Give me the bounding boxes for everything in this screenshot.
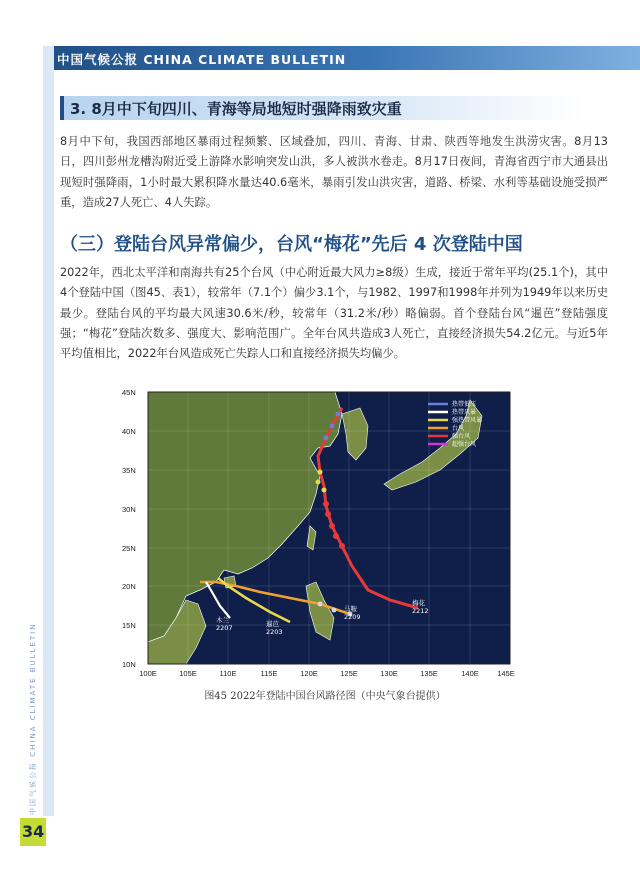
page-number: 34 [22, 822, 45, 841]
lon-label: 100E [139, 669, 157, 678]
section-heading-box [60, 96, 584, 120]
storm-id-muifa: 2212 [412, 607, 429, 615]
storm-name-ma-on: 马鞍 [344, 605, 357, 613]
left-margin-strip [43, 46, 54, 816]
lat-label: 10N [122, 660, 136, 669]
vertical-side-title: 中国气候公报 CHINA CLIMATE BULLETIN [29, 622, 37, 815]
legend-label: 强热带风暴 [452, 417, 483, 424]
lon-label: 145E [497, 669, 515, 678]
subsection-heading: （三）登陆台风异常偏少，台风“梅花”先后 4 次登陆中国 [60, 234, 523, 255]
lon-label: 120E [300, 669, 318, 678]
lon-label: 135E [420, 669, 438, 678]
legend-label: 台风 [452, 425, 465, 432]
lat-label: 20N [122, 582, 136, 591]
legend-label: 热带风暴 [452, 409, 477, 416]
lon-label: 110E [219, 669, 237, 678]
legend-label: 强台风 [452, 433, 471, 440]
storm-id-ma-on: 2209 [344, 613, 361, 621]
storm-id-mulan: 2207 [216, 624, 233, 632]
lon-label: 105E [179, 669, 197, 678]
storm-id-chaba: 2203 [266, 628, 283, 636]
legend-label: 超强台风 [452, 441, 477, 448]
lon-label: 115E [260, 669, 278, 678]
figure-caption: 图45 2022年登陆中国台风路径图（中央气象台提供） [204, 691, 446, 702]
lat-label: 25N [122, 544, 136, 553]
lat-label: 35N [122, 466, 136, 475]
typhoon-track-map [120, 386, 522, 682]
subsection-paragraph: 2022年，西北太平洋和南海共有25个台风（中心附近最大风力≥8级）生成，接近于常年平均(25.1个)，其中4个登陆中国（图45、表1），较常年（7.1个）偏少3.1个，与1982、1997和1998年并列为1949年以来历史最少。登陆台风的平均最大风速30.6米/秒，较常年（31.2米/秒）略偏弱。首个登陆台风“暹芭”登陆强度强；“梅花”登陆次数多、强度大、影响范围广。全年台风共造成3人死亡，直接经济损失54.2亿元。与近5年平均值相比，2022年台风造成死亡失踪人口和直接经济损失均偏少。 [60, 266, 608, 361]
storm-name-mulan: 木兰 [216, 616, 229, 624]
header-bar [43, 46, 640, 70]
storm-name-chaba: 暹芭 [266, 620, 279, 628]
section-heading: 3. 8月中下旬四川、青海等局地短时强降雨致灾重 [70, 100, 402, 118]
lat-label: 30N [122, 505, 136, 514]
lat-label: 45N [122, 388, 136, 397]
lon-label: 125E [340, 669, 358, 678]
section-paragraph: 8月中下旬，我国西部地区暴雨过程频繁、区域叠加，四川、青海、甘肃、陕西等地发生洪涝灾害。8月13日，四川彭州龙槽沟附近受上游降水影响突发山洪，多人被洪水卷走。8月17日夜间，青海省西宁市大通县出现短时强降雨，1小时最大累积降水量达40.6毫米，暴雨引发山洪灾害，道路、桥梁、水利等基础设施受损严重，造成27人死亡、4人失踪。 [60, 135, 608, 209]
storm-name-muifa: 梅花 [412, 599, 425, 607]
lon-axis-labels [139, 669, 515, 678]
legend-label: 热带低压 [452, 401, 477, 408]
lon-label: 130E [380, 669, 398, 678]
lon-label: 140E [461, 669, 479, 678]
lat-label: 15N [122, 621, 136, 630]
bulletin-header-title: 中国气候公报 CHINA CLIMATE BULLETIN [57, 52, 347, 67]
lat-label: 40N [122, 427, 136, 436]
typhoon-track-figure [120, 386, 522, 682]
lat-axis-labels [122, 388, 136, 669]
